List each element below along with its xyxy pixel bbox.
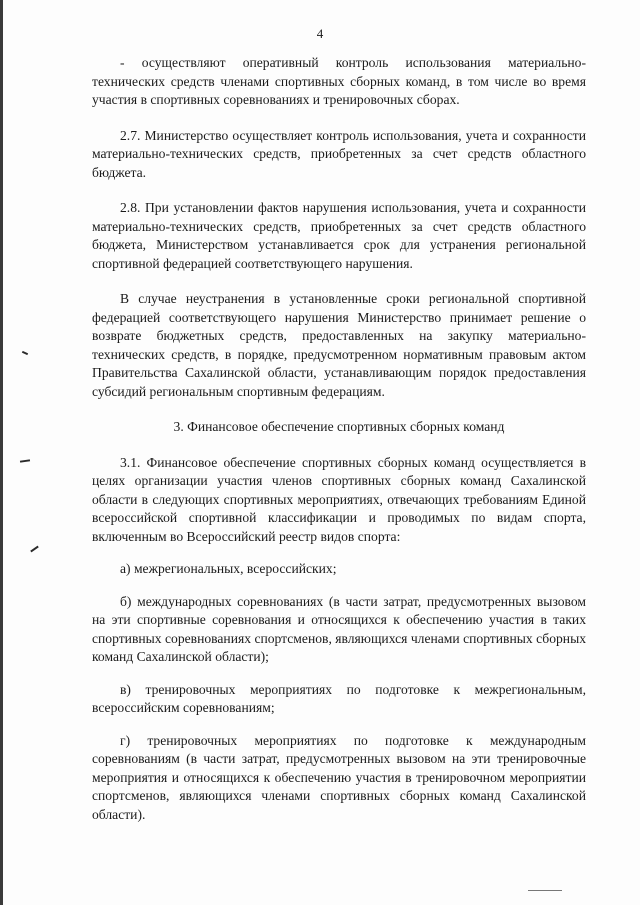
paragraph-2-8: 2.8. При установлении фактов нарушения использования, учета и сохранности материально-технических средств, приобретенных за счет средств областного бюджета, Министерством устанавливается срок для устранения региональной спортивной федерацией соответствующего нарушения.	[92, 200, 586, 271]
paragraph-control: - осуществляют оперативный контроль использования материально-технических средств членами спортивных сборных команд, в том числе во время участия в спортивных соревнованиях и тренировочных сборах.	[92, 55, 586, 107]
paragraph-non-elimination: В случае неустранения в установленные сроки региональной спортивной федерацией соответствующего нарушения Министерство принимает решение о возврате бюджетных средств, предоставленных на закупку материально-технических средств, в порядке, предусмотренном нормативным правовым актом Правительства Сахалинской области, устанавливающим порядок предоставления субсидий региональным спортивным федерациям.	[92, 291, 586, 399]
section-heading: 3. Финансовое обеспечение спортивных сборных команд	[173, 419, 505, 434]
list-item-a: а) межрегиональных, всероссийских;	[120, 561, 337, 576]
list-item-g: г) тренировочных мероприятиях по подготовке к международным соревнованиям (в части затрат, предусмотренных вызовом на эти тренировочные мероприятия и относящихся к обеспечению участия в тренировочном мероприятии спортсменов, являющихся членами спортивных сборных команд Сахалинской области).	[92, 732, 586, 822]
scan-mark	[528, 890, 562, 891]
scan-left-edge	[0, 0, 3, 905]
scan-mark	[22, 351, 28, 355]
paragraph-2-7: 2.7. Министерство осуществляет контроль использования, учета и сохранности материально-технических средств, приобретенных за счет средств областного бюджета.	[92, 127, 586, 180]
scan-mark	[30, 546, 39, 553]
scan-mark	[20, 459, 30, 462]
page-number: 4	[316, 26, 324, 41]
list-item-v: в) тренировочных мероприятиях по подготовке к межрегиональным, всероссийским соревнованиям;	[92, 681, 586, 715]
list-item-b: б) международных соревнованиях (в части затрат, предусмотренных вызовом на эти спортивные соревнования и относящихся к обеспечению участия в таких спортивных соревнованиях спортсменов, являющихся членами спортивных сборных команд Сахалинской области);	[92, 593, 586, 664]
paragraph-3-1: 3.1. Финансовое обеспечение спортивных сборных команд осуществляется в целях организации участия членов спортивных сборных команд Сахалинской области в следующих спортивных мероприятиях, отвечающих требованиям Единой всероссийской спортивной классификации и проводимых по видам спорта, включенным во Всероссийский реестр видов спорта:	[92, 454, 586, 544]
document-body	[92, 54, 586, 824]
